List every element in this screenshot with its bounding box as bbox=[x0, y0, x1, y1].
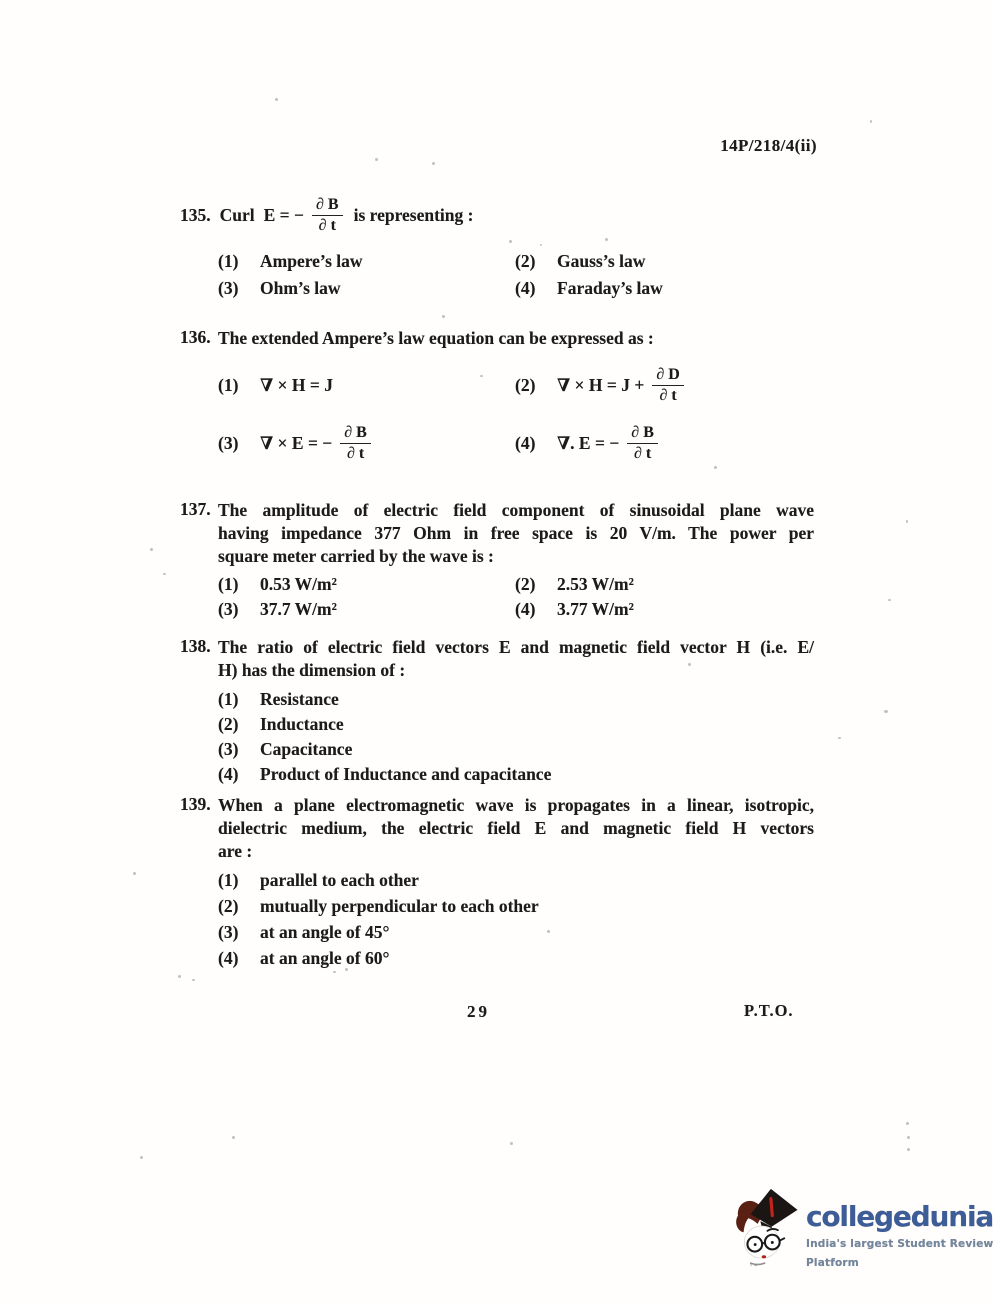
q137-option-1 bbox=[218, 572, 515, 597]
option-text: mutually perpendicular to each other bbox=[260, 896, 539, 916]
scan-noise-dot bbox=[714, 466, 717, 469]
fraction-denominator: ∂ t bbox=[633, 445, 652, 462]
q138-option-2 bbox=[218, 712, 824, 737]
fraction bbox=[652, 366, 683, 405]
option-text: 3.77 W/m² bbox=[557, 599, 634, 619]
option-text: Inductance bbox=[260, 714, 344, 734]
scan-noise-dot bbox=[906, 1122, 909, 1125]
page-number: 29 bbox=[467, 1002, 490, 1021]
option-label: (2) bbox=[515, 251, 536, 271]
q138-option-3 bbox=[218, 737, 824, 762]
option-text: 0.53 W/m² bbox=[260, 574, 337, 594]
scan-squiggle-mark: ~ bbox=[750, 1258, 759, 1274]
option-label: (3) bbox=[218, 278, 239, 298]
question-stem bbox=[218, 499, 824, 568]
question-number: 137. bbox=[180, 499, 211, 519]
stem-line: square meter carried by the wave is : bbox=[218, 546, 494, 566]
option-label: (2) bbox=[218, 714, 239, 734]
options-grid bbox=[218, 366, 824, 463]
q135-option-1 bbox=[218, 248, 515, 275]
option-text: at an angle of 60° bbox=[260, 948, 390, 968]
q137-option-4 bbox=[515, 597, 824, 622]
fraction-numerator: ∂ B bbox=[312, 196, 343, 216]
scan-noise-dot bbox=[150, 548, 153, 551]
q136-option-1 bbox=[218, 366, 515, 405]
scan-noise-dot bbox=[540, 244, 542, 246]
formula-lhs: ∇. E = − bbox=[557, 433, 620, 453]
q136-option-2 bbox=[515, 366, 824, 405]
scan-noise-dot bbox=[333, 971, 336, 973]
option-formula bbox=[557, 424, 660, 463]
scan-noise-dot bbox=[275, 98, 278, 101]
stem-line: The ratio of electric field vectors E and magnetic field vector H (i.e. E/ bbox=[218, 637, 814, 657]
option-text: 37.7 W/m² bbox=[260, 599, 337, 619]
option-label: (1) bbox=[218, 251, 239, 271]
option-text: Resistance bbox=[260, 689, 339, 709]
q136-option-3 bbox=[218, 424, 515, 463]
stem-line: The extended Ampere’s law equation can be expressed as : bbox=[218, 328, 654, 348]
scan-noise-dot bbox=[345, 968, 348, 971]
q135-option-3 bbox=[218, 275, 515, 302]
option-label: (2) bbox=[515, 574, 536, 594]
stem-line: H) has the dimension of : bbox=[218, 660, 406, 680]
question-135 bbox=[180, 196, 824, 302]
question-138 bbox=[180, 636, 824, 787]
question-number: 135. bbox=[180, 205, 211, 225]
question-number: 136. bbox=[180, 327, 211, 347]
option-label: (1) bbox=[218, 574, 239, 594]
option-label: (3) bbox=[218, 599, 239, 619]
option-label: (3) bbox=[218, 739, 239, 759]
scan-noise-dot bbox=[605, 238, 608, 241]
scan-noise-dot bbox=[870, 120, 872, 123]
option-text: at an angle of 45° bbox=[260, 922, 390, 942]
scan-noise-dot bbox=[133, 872, 136, 875]
q135-option-2 bbox=[515, 248, 824, 275]
logo-text-block bbox=[806, 1202, 993, 1270]
scan-noise-dot bbox=[375, 158, 378, 161]
stem-line: having impedance 377 Ohm in free space is 20 V/m. The power per bbox=[218, 523, 814, 543]
scan-noise-dot bbox=[888, 599, 891, 601]
fraction-denominator: ∂ t bbox=[318, 217, 336, 234]
q139-option-3 bbox=[218, 919, 824, 945]
scan-noise-dot bbox=[547, 930, 550, 933]
stem-line: are : bbox=[218, 841, 253, 861]
question-number: 138. bbox=[180, 636, 211, 656]
formula-lhs: ∇ × H = J + bbox=[557, 375, 645, 395]
option-label: (4) bbox=[218, 948, 239, 968]
fraction bbox=[627, 424, 658, 463]
formula-lhs: ∇ × E = − bbox=[260, 433, 333, 453]
pto-label: P.T.O. bbox=[744, 1001, 794, 1020]
stem-text-pre: Curl bbox=[219, 205, 255, 225]
question-stem bbox=[218, 636, 824, 682]
option-text: Gauss’s law bbox=[557, 251, 646, 271]
option-text: Ampere’s law bbox=[260, 251, 363, 271]
q137-option-2 bbox=[515, 572, 824, 597]
scan-noise-dot bbox=[480, 375, 483, 377]
options-grid bbox=[218, 572, 824, 622]
q139-option-2 bbox=[218, 893, 824, 919]
question-stem bbox=[218, 327, 824, 350]
scan-noise-dot bbox=[192, 979, 195, 981]
option-label: (4) bbox=[515, 599, 536, 619]
scan-noise-dot bbox=[906, 520, 908, 523]
option-formula bbox=[557, 366, 686, 405]
option-label: (4) bbox=[515, 278, 536, 298]
formula-lhs: E = − bbox=[263, 205, 304, 225]
stem-line: When a plane electromagnetic wave is propagates in a linear, isotropic, bbox=[218, 795, 814, 815]
question-137 bbox=[180, 499, 824, 622]
scan-noise-dot bbox=[509, 240, 512, 243]
scan-noise-dot bbox=[140, 1156, 143, 1159]
brand-tagline: India's largest Student Review Platform bbox=[806, 1238, 993, 1269]
q135-option-4 bbox=[515, 275, 824, 302]
option-label: (1) bbox=[218, 870, 239, 890]
scan-noise-dot bbox=[178, 975, 181, 978]
stem-line: dielectric medium, the electric field E and magnetic field H vectors bbox=[218, 818, 814, 838]
stem-line: The amplitude of electric field component of sinusoidal plane wave bbox=[218, 500, 814, 520]
fraction-denominator: ∂ t bbox=[659, 387, 677, 404]
collegedunia-logo bbox=[731, 1186, 993, 1270]
question-number: 139. bbox=[180, 794, 211, 814]
stem-text-post: is representing : bbox=[353, 205, 474, 225]
fraction-denominator: ∂ t bbox=[346, 445, 365, 462]
option-label: (2) bbox=[515, 375, 536, 395]
option-text: Faraday’s law bbox=[557, 278, 663, 298]
option-text: parallel to each other bbox=[260, 870, 419, 890]
fraction-numerator: ∂ B bbox=[627, 424, 658, 444]
fraction-numerator: ∂ D bbox=[652, 366, 683, 386]
option-label: (4) bbox=[515, 433, 536, 453]
scan-noise-dot bbox=[510, 1142, 513, 1145]
scan-noise-dot bbox=[432, 162, 435, 165]
option-text: 2.53 W/m² bbox=[557, 574, 634, 594]
scan-noise-dot bbox=[688, 663, 691, 666]
scan-noise-dot bbox=[884, 710, 888, 713]
fraction bbox=[312, 196, 343, 235]
scan-noise-dot bbox=[838, 737, 841, 739]
option-text: Ohm’s law bbox=[260, 278, 341, 298]
option-label: (1) bbox=[218, 375, 239, 395]
scan-noise-dot bbox=[232, 1136, 235, 1139]
scan-noise-dot bbox=[907, 1148, 910, 1151]
scan-noise-dot bbox=[442, 315, 445, 318]
q138-option-4 bbox=[218, 762, 824, 787]
options-list bbox=[218, 687, 824, 787]
option-label: (2) bbox=[218, 896, 239, 916]
option-text: Product of Inductance and capacitance bbox=[260, 764, 552, 784]
scan-noise-dot bbox=[907, 1136, 910, 1139]
question-136 bbox=[180, 327, 824, 463]
option-label: (3) bbox=[218, 433, 239, 453]
option-label: (3) bbox=[218, 922, 239, 942]
curl-formula bbox=[264, 196, 345, 235]
question-stem bbox=[180, 196, 824, 235]
fraction bbox=[340, 424, 371, 463]
option-label: (4) bbox=[218, 764, 239, 784]
options-grid bbox=[218, 248, 824, 302]
question-139 bbox=[180, 794, 824, 971]
mascot-student-icon bbox=[731, 1186, 801, 1270]
options-list bbox=[218, 867, 824, 971]
q139-option-4 bbox=[218, 945, 824, 971]
paper-code: 14P/218/4(ii) bbox=[720, 136, 817, 155]
option-formula bbox=[260, 424, 373, 463]
scan-noise-dot bbox=[163, 573, 166, 575]
q139-option-1 bbox=[218, 867, 824, 893]
option-label: (1) bbox=[218, 689, 239, 709]
fraction-numerator: ∂ B bbox=[340, 424, 371, 444]
q136-option-4 bbox=[515, 424, 824, 463]
option-formula: ∇ × H = J bbox=[260, 375, 333, 395]
brand-name: collegedunia bbox=[806, 1200, 993, 1233]
q137-option-3 bbox=[218, 597, 515, 622]
question-stem bbox=[218, 794, 824, 863]
q138-option-1 bbox=[218, 687, 824, 712]
option-text: Capacitance bbox=[260, 739, 353, 759]
